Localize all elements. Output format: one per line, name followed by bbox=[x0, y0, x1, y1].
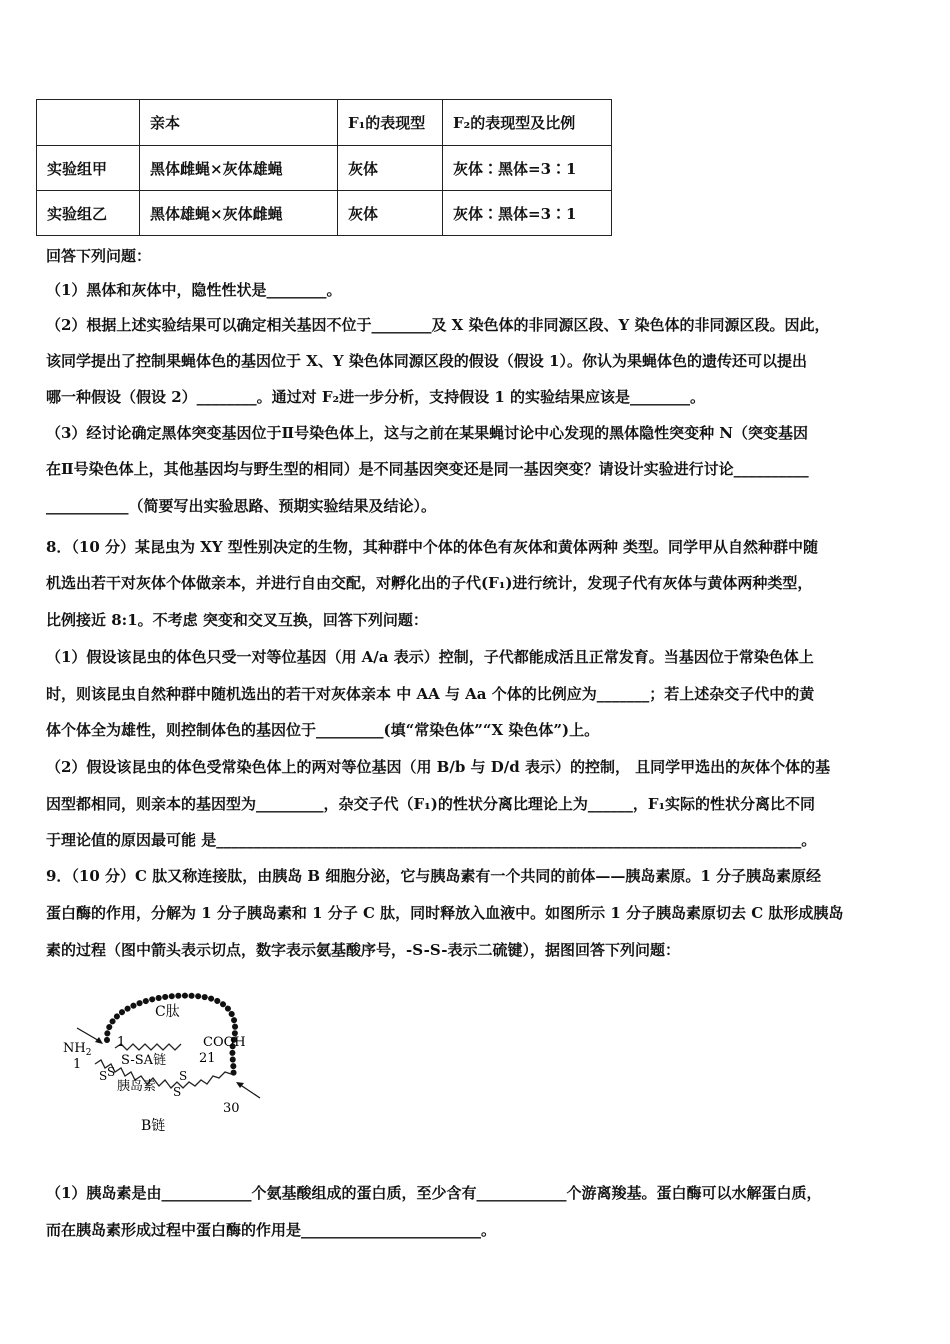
text-line: 蛋白酶的作用，分解为 1 分子胰岛素和 1 分子 C 肽，同时释放入血液中。如图所示 1 分子胰岛素原切去 C 肽形成胰岛 bbox=[46, 904, 844, 922]
table-row bbox=[37, 191, 612, 236]
text-line: 而在胰岛素形成过程中蛋白酶的作用是________________________。 bbox=[46, 1221, 497, 1239]
table-cell: 灰体∶黑体=3∶1 bbox=[443, 191, 612, 236]
text-line: 时，则该昆虫自然种群中随机选出的若干对灰体亲本 中 AA 与 Aa 个体的比例应为_______；若上述杂交子代中的黄 bbox=[46, 685, 815, 703]
text-line: 该同学提出了控制果蝇体色的基因位于 X、Y 染色体同源区段的假设（假设 1）。你认为果蝇体色的遗传还可以提出 bbox=[46, 352, 807, 370]
text-line: ___________（简要写出实验思路、预期实验结果及结论）。 bbox=[46, 497, 437, 515]
proinsulin-diagram bbox=[55, 988, 275, 1138]
text-line: 哪一种假设（假设 2）________。通过对 F₂进一步分析，支持假设 1 的实验结果应该是________。 bbox=[46, 388, 705, 406]
table-cell: 黑体雄蝇×灰体雌蝇 bbox=[140, 191, 338, 236]
text-line: （1）假设该昆虫的体色只受一对等位基因（用 A/a 表示）控制，子代都能成活且正常发育。当基因位于常染色体上 bbox=[46, 648, 814, 666]
table-header-cell: F₂的表现型及比例 bbox=[443, 100, 612, 146]
disulfide-s: S bbox=[179, 1069, 188, 1083]
experiment-table bbox=[36, 99, 612, 236]
text-line: （2）假设该昆虫的体色受常染色体上的两对等位基因（用 B/b 与 D/d 表示）的控制， 且同学甲选出的灰体个体的基 bbox=[46, 758, 831, 776]
question-9-line: 9．（10 分）C 肽又称连接肽，由胰岛 B 细胞分泌，它与胰岛素有一个共同的前体——胰岛素原。1 分子胰岛素原经 bbox=[46, 867, 821, 885]
question-8-line: 8．（10 分）某昆虫为 XY 型性别决定的生物，其种群中个体的体色有灰体和黄体两种 类型。同学甲从自然种群中随 bbox=[46, 538, 819, 556]
cut-arrow-2 bbox=[239, 1084, 260, 1098]
table-cell: 实验组甲 bbox=[37, 146, 140, 191]
table-cell: 灰体∶黑体=3∶1 bbox=[443, 146, 612, 191]
table-cell: 灰体 bbox=[338, 191, 443, 236]
disulfide-s: S bbox=[173, 1085, 182, 1099]
nh2-label bbox=[63, 1041, 91, 1058]
text-line: 体个体全为雄性，则控制体色的基因位于_________(填“常染色体”“X 染色体”)上。 bbox=[46, 721, 600, 739]
text-line: 在Ⅱ号染色体上，其他基因均与野生型的相同）是不同基因突变还是同一基因突变？请设计实验进行讨论__________ bbox=[46, 460, 809, 478]
insulin-label: 胰岛素 bbox=[117, 1079, 157, 1094]
table-header-row bbox=[37, 100, 612, 146]
arrow-head-1 bbox=[95, 1037, 103, 1044]
text-line: 素的过程（图中箭头表示切点，数字表示氨基酸序号，-S-S-表示二硫键），据图回答下列问题： bbox=[46, 941, 680, 959]
table-cell: 灰体 bbox=[338, 146, 443, 191]
b-chain-start-number: 1 bbox=[73, 1057, 82, 1072]
text-line: （2）根据上述实验结果可以确定相关基因不位于________及 X 染色体的非同源区段、Y 染色体的非同源区段。因此， bbox=[46, 316, 830, 334]
a-chain-start-number: 1 bbox=[117, 1035, 126, 1050]
b-chain-end-number: 30 bbox=[223, 1101, 240, 1116]
table-cell: 黑体雌蝇×灰体雄蝇 bbox=[140, 146, 338, 191]
text-line: 回答下列问题： bbox=[46, 247, 152, 265]
table-header-cell: F₁的表现型 bbox=[338, 100, 443, 146]
text-line: （1）胰岛素是由____________个氨基酸组成的蛋白质，至少含有____________个游离羧基。蛋白酶可以水解蛋白质， bbox=[46, 1184, 822, 1202]
text-line: （1）黑体和灰体中，隐性性状是________。 bbox=[46, 281, 342, 299]
nh2-text: NH bbox=[63, 1041, 86, 1056]
table-header-cell bbox=[37, 100, 140, 146]
disulfide-s: S bbox=[99, 1069, 108, 1083]
text-line: 比例接近 8:1。不考虑 突变和交叉互换，回答下列问题： bbox=[46, 611, 428, 629]
text-line: 机选出若干对灰体个体做亲本，并进行自由交配，对孵化出的子代(F₁)进行统计，发现子代有灰体与黄体两种类型， bbox=[46, 574, 813, 592]
b-chain-label: B链 bbox=[141, 1118, 166, 1134]
table-row bbox=[37, 146, 612, 191]
disulfide-s: S bbox=[107, 1065, 116, 1079]
c-peptide-label: C肽 bbox=[155, 1004, 180, 1020]
nh2-subscript: 2 bbox=[85, 1048, 92, 1058]
cooh-label: COOH bbox=[203, 1035, 246, 1050]
table-header-cell: 亲本 bbox=[140, 100, 338, 146]
text-line: （3）经讨论确定黑体突变基因位于Ⅱ号染色体上，这与之前在某果蝇讨论中心发现的黑体隐性突变种 N（突变基因 bbox=[46, 424, 809, 442]
table-cell: 实验组乙 bbox=[37, 191, 140, 236]
a-chain-label: S-SA链 bbox=[121, 1053, 167, 1068]
text-line: 因型都相同，则亲本的基因型为_________，杂交子代（F₁)的性状分离比理论上为______，F₁实际的性状分离比不同 bbox=[46, 795, 816, 813]
text-line: 于理论值的原因最可能 是______________________________________________________________________________。 bbox=[46, 831, 817, 849]
a-chain-end-number: 21 bbox=[199, 1051, 216, 1066]
